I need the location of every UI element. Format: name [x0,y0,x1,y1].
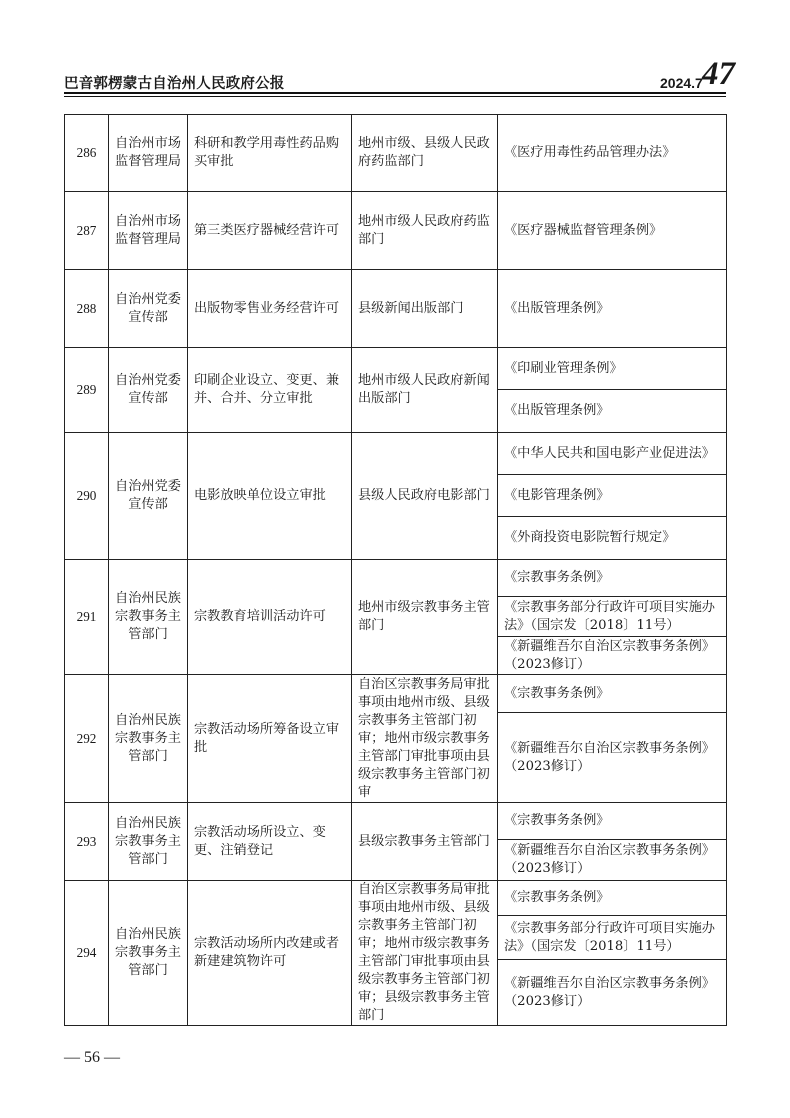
table-row [65,270,727,348]
approval-item: 电影放映单位设立审批 [188,433,352,560]
approval-item: 出版物零售业务经营许可 [188,270,352,348]
table-row [65,115,727,192]
page-number: — 56 — [64,1049,120,1066]
approval-item: 第三类医疗器械经营许可 [188,192,352,270]
legal-basis: 《出版管理条例》 [498,390,727,433]
approval-item: 宗教活动场所设立、变更、注销登记 [188,803,352,881]
row-number: 294 [65,881,109,1026]
table-row [65,675,727,713]
table-row [65,803,727,840]
department: 自治州民族宗教事务主管部门 [109,803,188,881]
legal-basis: 《新疆维吾尔自治区宗教事务条例》（2023修订） [498,713,727,803]
approval-item: 宗教活动场所内改建或者新建建筑物许可 [188,881,352,1026]
approval-level: 地州市级宗教事务主管部门 [352,560,498,675]
row-number: 288 [65,270,109,348]
header-rule-thick [64,92,726,94]
table-row [65,560,727,597]
row-number: 291 [65,560,109,675]
department: 自治州民族宗教事务主管部门 [109,881,188,1026]
department: 自治州民族宗教事务主管部门 [109,675,188,803]
approval-item: 宗教教育培训活动许可 [188,560,352,675]
table-row [65,433,727,475]
approval-level: 自治区宗教事务局审批事项由地州市级、县级宗教事务主管部门初审；地州市级宗教事务主管部门审批事项由县级宗教事务主管部门初审 [352,675,498,803]
legal-basis: 《医疗用毒性药品管理办法》 [498,115,727,192]
department: 自治州党委宣传部 [109,270,188,348]
row-number: 290 [65,433,109,560]
table-row [65,348,727,390]
department: 自治州民族宗教事务主管部门 [109,560,188,675]
table-row [65,881,727,916]
legal-basis: 《医疗器械监督管理条例》 [498,192,727,270]
legal-basis: 《宗教事务部分行政许可项目实施办法》（国宗发〔2018〕11号） [498,916,727,960]
approval-level: 地州市级人民政府新闻出版部门 [352,348,498,433]
row-number: 289 [65,348,109,433]
row-number: 286 [65,115,109,192]
legal-basis: 《新疆维吾尔自治区宗教事务条例》（2023修订） [498,960,727,1026]
department: 自治州市场监督管理局 [109,115,188,192]
legal-basis: 《宗教事务部分行政许可项目实施办法》（国宗发〔2018〕11号） [498,597,727,637]
legal-basis: 《宗教事务条例》 [498,675,727,713]
issue-date: 2024.7 [660,75,703,91]
row-number: 293 [65,803,109,881]
department: 自治州市场监督管理局 [109,192,188,270]
legal-basis: 《新疆维吾尔自治区宗教事务条例》（2023修订） [498,637,727,675]
legal-basis: 《宗教事务条例》 [498,881,727,916]
header-rule-thin [64,96,726,97]
legal-basis: 《电影管理条例》 [498,475,727,517]
legal-basis: 《印刷业管理条例》 [498,348,727,390]
legal-basis: 《中华人民共和国电影产业促进法》 [498,433,727,475]
department: 自治州党委宣传部 [109,348,188,433]
department: 自治州党委宣传部 [109,433,188,560]
issue-number: 47 [702,56,735,92]
approval-level: 县级新闻出版部门 [352,270,498,348]
legal-basis: 《外商投资电影院暂行规定》 [498,517,727,560]
approval-level: 地州市级人民政府药监部门 [352,192,498,270]
legal-basis: 《宗教事务条例》 [498,560,727,597]
bulletin-title: 巴音郭楞蒙古自治州人民政府公报 [64,76,285,92]
approval-item: 科研和教学用毒性药品购买审批 [188,115,352,192]
row-number: 287 [65,192,109,270]
legal-basis: 《出版管理条例》 [498,270,727,348]
approval-items-table [64,114,727,1026]
approval-level: 地州市级、县级人民政府药监部门 [352,115,498,192]
approval-level: 县级人民政府电影部门 [352,433,498,560]
legal-basis: 《新疆维吾尔自治区宗教事务条例》（2023修订） [498,840,727,881]
approval-item: 印刷企业设立、变更、兼并、合并、分立审批 [188,348,352,433]
approval-level: 县级宗教事务主管部门 [352,803,498,881]
legal-basis: 《宗教事务条例》 [498,803,727,840]
approval-item: 宗教活动场所筹备设立审批 [188,675,352,803]
table-row [65,192,727,270]
approval-level: 自治区宗教事务局审批事项由地州市级、县级宗教事务主管部门初审；地州市级宗教事务主管部门审批事项由县级宗教事务主管部门初审；县级宗教事务主管部门 [352,881,498,1026]
row-number: 292 [65,675,109,803]
